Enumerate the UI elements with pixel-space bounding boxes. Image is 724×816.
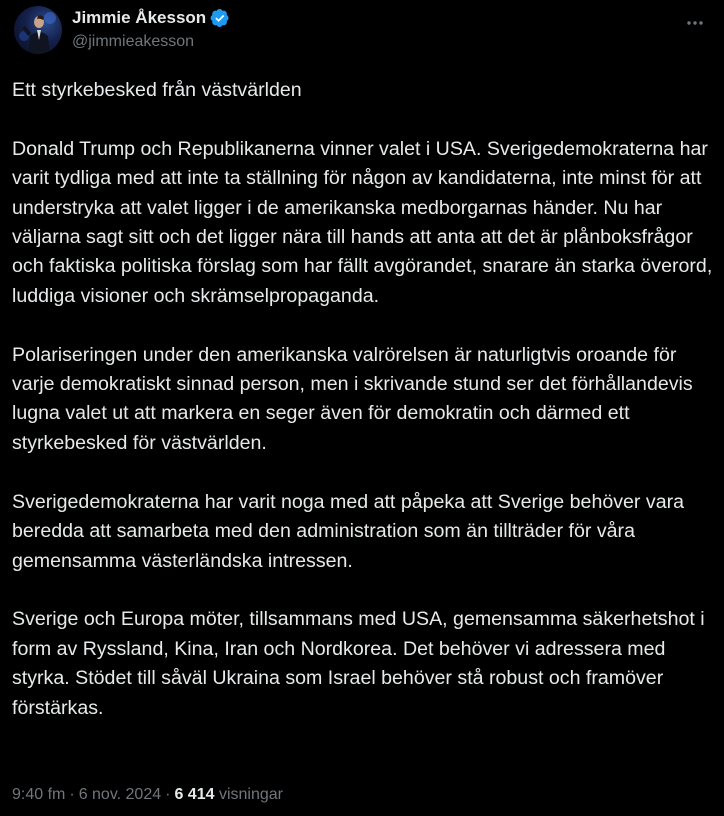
handle[interactable]: @jimmieakesson — [72, 33, 195, 50]
name-row — [72, 7, 230, 29]
views-label: visningar — [218, 786, 283, 803]
avatar-image — [14, 6, 62, 54]
tweet-date[interactable]: 6 nov. 2024 — [78, 786, 162, 803]
tweet-time[interactable]: 9:40 fm — [12, 786, 66, 803]
meta-separator: · — [69, 786, 75, 803]
tweet-text: Ett styrkebesked från västvärlden Donald Trump och Republikanerna vinner valet i USA. Sverigedemokraterna har varit tydliga med att inte ta ställning för någon av kandidaterna, inte minst för att understryka att valet ligger i de amerikanska medborgarnas händer. Nu har väljarna sagt sitt och det ligger nära till hands att anta att det är plånboksfrågor och faktiska politiska förslag som har fällt avgörandet, snarare än starka överord, luddiga visioner och skrämselpropaganda. Polariseringen under den amerikanska valrörelsen är naturligtvis oroande för varje demokratiskt sinnad person, men i skrivande stund ser det förhållandevis lugna valet ut att markera en seger även för demokratin och därmed ett styrkebesked för västvärlden. Sverigedemokraterna har varit noga med att påpeka att Sverige behöver vara beredda att samarbeta med den administration som än tillträder för våra gemensamma västerländska intressen. Sverige och Europa möter, tillsammans med USA, gemensamma säkerhetshot i form av Ryssland, Kina, Iran och Nordkorea. Det behöver vi adressera med styrka. Stödet till såväl Ukraina som Israel behöver stå robust och framöver förstärkas. — [12, 79, 713, 719]
meta-separator: · — [165, 786, 171, 803]
tweet-meta — [12, 786, 283, 804]
more-options-icon[interactable] — [678, 6, 712, 40]
author-names — [72, 7, 230, 51]
display-name[interactable]: Jimmie Åkesson — [72, 8, 207, 27]
avatar[interactable] — [14, 6, 62, 54]
verified-badge-icon[interactable] — [210, 8, 230, 28]
views-count: 6 414 — [174, 786, 215, 803]
tweet-header — [12, 0, 712, 64]
